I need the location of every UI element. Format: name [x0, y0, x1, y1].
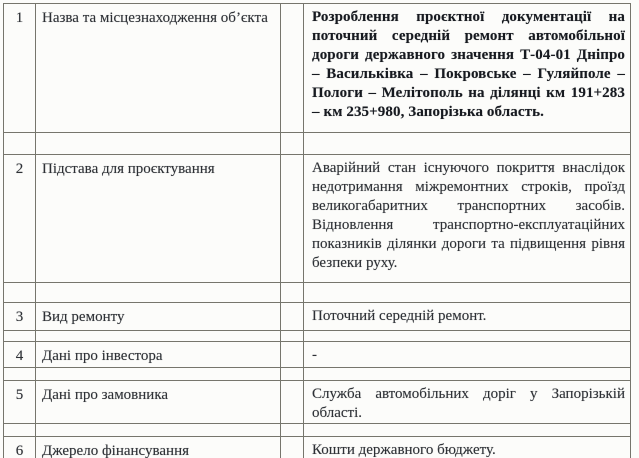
spacer-cell [281, 368, 304, 381]
gap-cell [281, 381, 304, 424]
row-number: 3 [4, 303, 36, 331]
spacer-row [4, 133, 631, 155]
row-value: Служба автомобільних доріг у Запорізькій області. [304, 381, 631, 424]
spacer-cell [4, 424, 36, 437]
spacer-cell [281, 283, 304, 303]
table-row [4, 342, 631, 368]
spacer-cell [4, 283, 36, 303]
row-value: Поточний середній ремонт. [304, 303, 631, 331]
spacer-cell [304, 424, 631, 437]
spacer-cell [304, 133, 631, 155]
spacer-cell [304, 283, 631, 303]
row-value: Розроблення проєктної документації на поточний середній ремонт автомобільної дороги державного значення Т-04-01 Дніпро – Васильківка – Покровське – Гуляйполе – Пологи – Мелітополь на ділянці км 191+283 – км 235+980, Запорізька область. [304, 4, 631, 133]
row-value: - [304, 342, 631, 368]
spacer-cell [281, 331, 304, 342]
row-number: 4 [4, 342, 36, 368]
table-row [4, 381, 631, 424]
spacer-cell [304, 368, 631, 381]
spacer-cell [36, 368, 281, 381]
spacer-row [4, 283, 631, 303]
row-label: Дані про інвестора [36, 342, 281, 368]
spacer-cell [4, 331, 36, 342]
row-number: 5 [4, 381, 36, 424]
spacer-row [4, 424, 631, 437]
table-row [4, 303, 631, 331]
spacer-cell [304, 331, 631, 342]
row-number: 1 [4, 4, 36, 133]
row-number: 6 [4, 437, 36, 458]
row-label: Вид ремонту [36, 303, 281, 331]
spacer-row [4, 331, 631, 342]
row-value: Аварійний стан існуючого покриття внаслідок недотримання міжремонтних строків, проїзд великогабаритних транспортних засобів. Відновлення транспортно-експлуатаційних показників ділянки дороги та підвищення рівня безпеки руху. [304, 155, 631, 283]
gap-cell [281, 4, 304, 133]
table-row [4, 437, 631, 458]
gap-cell [281, 155, 304, 283]
spacer-cell [281, 424, 304, 437]
table-row [4, 155, 631, 283]
row-label: Дані про замовника [36, 381, 281, 424]
project-data-table [3, 3, 631, 458]
gap-cell [281, 303, 304, 331]
spacer-cell [36, 331, 281, 342]
row-value: Кошти державного бюджету. [304, 437, 631, 458]
row-label: Назва та місцезнаходження об’єкта [36, 4, 281, 133]
row-label: Джерело фінансування [36, 437, 281, 458]
gap-cell [281, 342, 304, 368]
spacer-cell [36, 133, 281, 155]
row-number: 2 [4, 155, 36, 283]
gap-cell [281, 437, 304, 458]
spacer-cell [4, 133, 36, 155]
spacer-cell [4, 368, 36, 381]
spacer-row [4, 368, 631, 381]
row-label: Підстава для проєктування [36, 155, 281, 283]
spacer-cell [281, 133, 304, 155]
table-row [4, 4, 631, 133]
spacer-cell [36, 283, 281, 303]
spacer-cell [36, 424, 281, 437]
